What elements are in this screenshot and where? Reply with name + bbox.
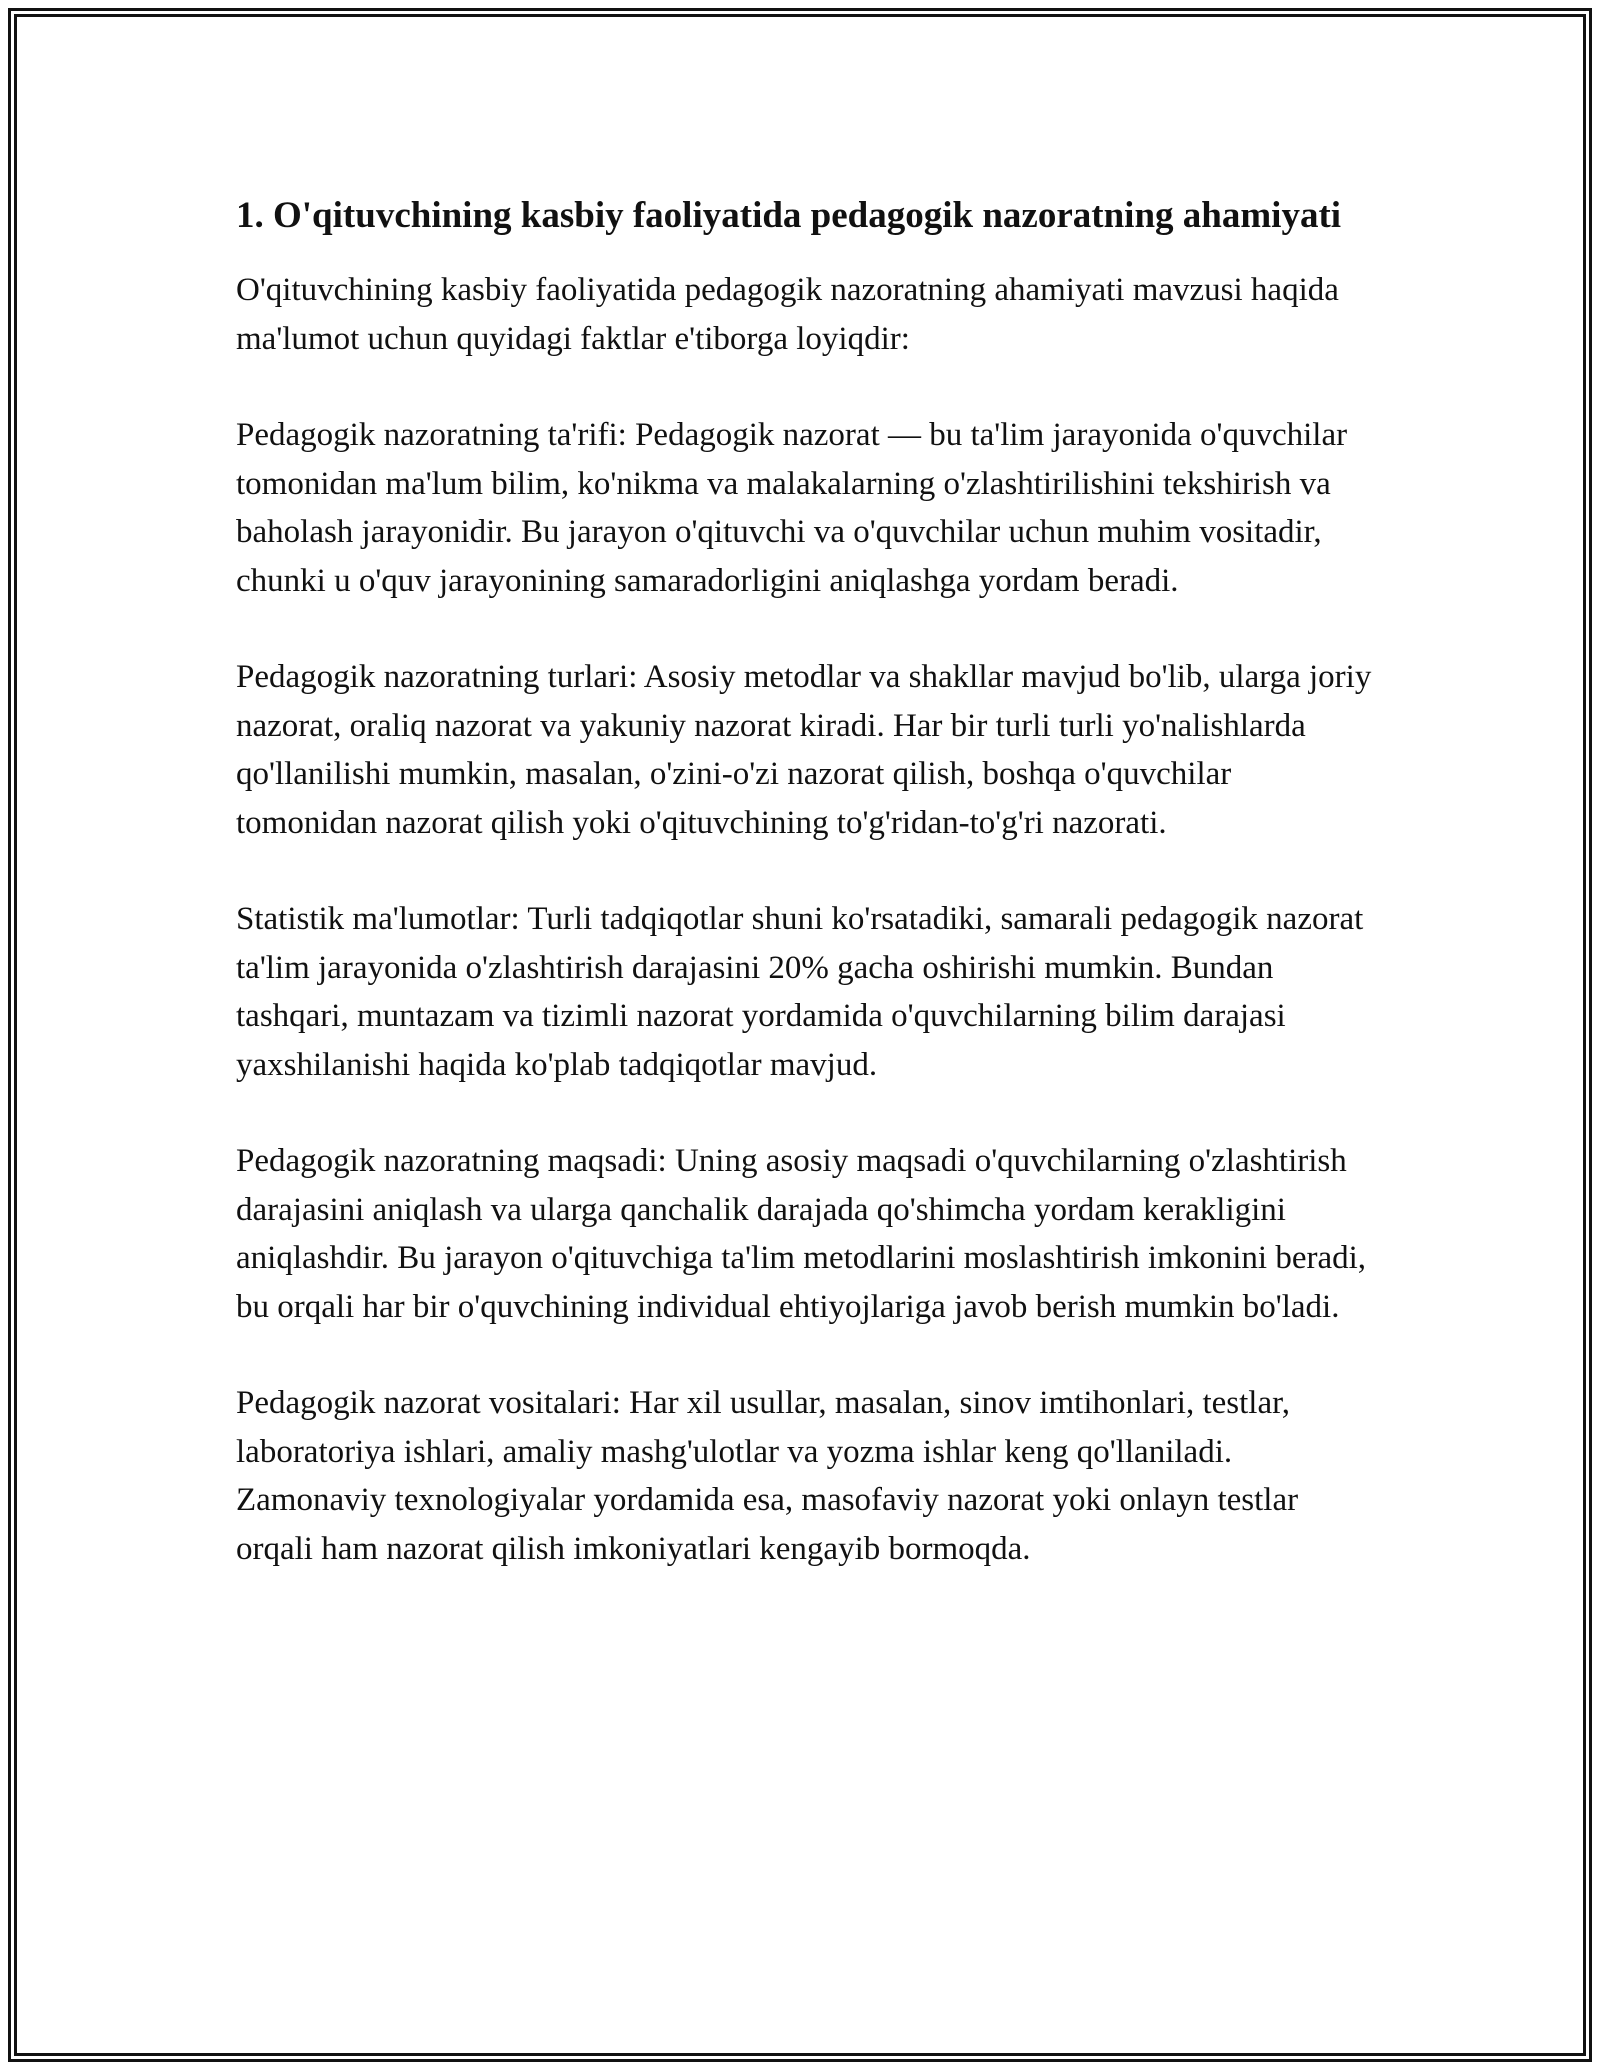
paragraph-definition: Pedagogik nazoratning ta'rifi: Pedagogik nazorat — bu ta'lim jarayonida o'quvchilar tomonidan ma'lum bilim, ko'nikma va malakalarning o'zlashtirilishini tekshirish va baholash jarayonidir. Bu jarayon o'qituvchi va o'quvchilar uchun muhim vositadir, chunki u o'quv jarayonining samaradorligini aniqlashga yordam beradi.: [236, 417, 1348, 599]
document-body: [236, 188, 1376, 1621]
paragraph-statistics: Statistik ma'lumotlar: Turli tadqiqotlar shuni ko'rsatadiki, samarali pedagogik nazorat ta'lim jarayonida o'zlashtirish darajasini 20% gacha oshirishi mumkin. Bundan tashqari, muntazam va tizimli nazorat yordamida o'quvchilarning bilim darajasi yaxshilanishi haqida ko'plab tadqiqotlar mavjud.: [236, 901, 1364, 1083]
document-title: 1. O'qituvchining kasbiy faoliyatida pedagogik nazoratning ahamiyati: [236, 195, 1342, 236]
paragraph-types: Pedagogik nazoratning turlari: Asosiy metodlar va shakllar mavjud bo'lib, ularga joriy nazorat, oraliq nazorat va yakuniy nazorat kiradi. Har bir turli turli yo'nalishlarda qo'llanilishi mumkin, masalan, o'zini-o'zi nazorat qilish, boshqa o'quvchilar tomonidan nazorat qilish yoki o'qituvchining to'g'ridan-to'g'ri nazorati.: [236, 659, 1372, 841]
paragraph-tools: Pedagogik nazorat vositalari: Har xil usullar, masalan, sinov imtihonlari, testlar, laboratoriya ishlari, amaliy mashg'ulotlar va yozma ishlar keng qo'llaniladi. Zamonaviy texnologiyalar yordamida esa, masofaviy nazorat yoki onlayn testlar orqali ham nazorat qilish imkoniyatlari kengayib bormoqda.: [236, 1385, 1299, 1567]
paragraph-intro: O'qituvchining kasbiy faoliyatida pedagogik nazoratning ahamiyati mavzusi haqida ma'lumot uchun quyidagi faktlar e'tiborga loyiqdir:: [236, 272, 1339, 357]
paragraph-purpose: Pedagogik nazoratning maqsadi: Uning asosiy maqsadi o'quvchilarning o'zlashtirish darajasini aniqlash va ularga qanchalik darajada qo'shimcha yordam kerakligini aniqlashdir. Bu jarayon o'qituvchiga ta'lim metodlarini moslashtirish imkonini beradi, bu orqali har bir o'quvchining individual ehtiyojlariga javob berish mumkin bo'ladi.: [236, 1143, 1367, 1325]
